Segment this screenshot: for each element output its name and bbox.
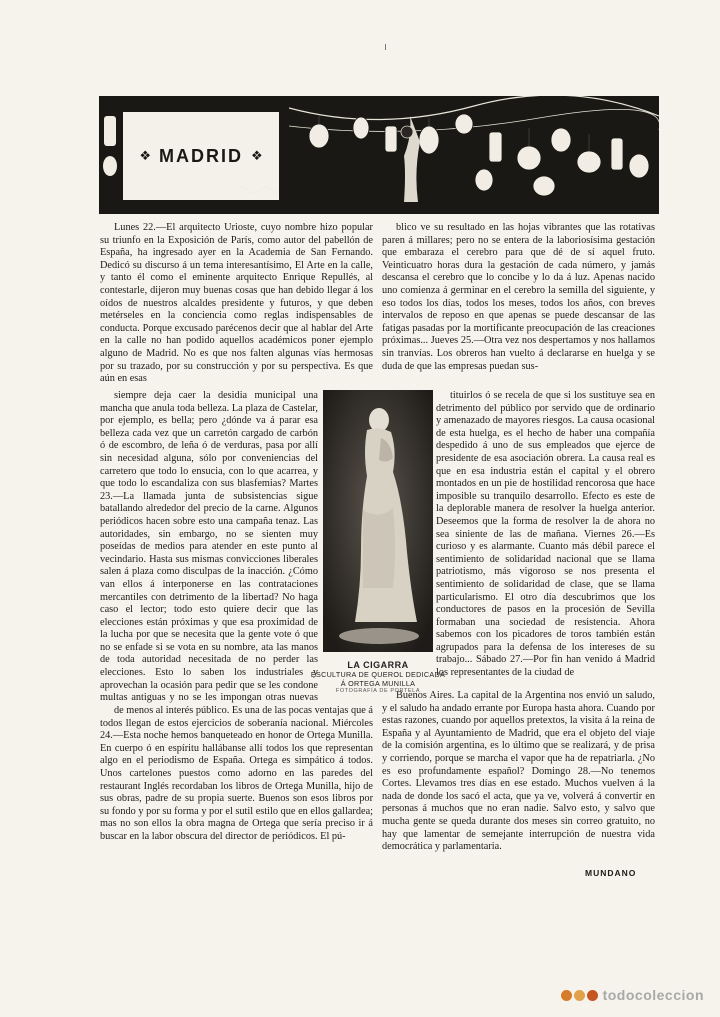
- text-column-right-top: [382, 222, 655, 390]
- sculpture-figure-image: [323, 390, 433, 652]
- caption-subtitle: ESCULTURA DE QUEROL DEDICADA Á ORTEGA MUNILLA: [310, 670, 446, 688]
- ornament-icon: ❖: [251, 148, 263, 163]
- left-lantern-icon: [99, 96, 123, 214]
- text-column-right-narrow: [436, 390, 655, 690]
- print-mark: [385, 44, 386, 50]
- swirl-ornament-icon: [234, 184, 280, 196]
- figure-caption: [310, 660, 446, 694]
- paragraph: de menos al interés público. Es una de las pocas ventajas que á todos llegan de estos ejercicios de soberanía nacional. Miércoles 24.—Esta noche hemos banqueteado en honor de Ortega Munilla. En cuerpo ó en espíritu hallábanse allí todos los que representan algo en el periodismo de España. Ortega es simpático á todos. Unos cartelones puestos como adorno en las paredes del restaurant Inglés recordaban los libros de Ortega Munilla, hijo de sus obras, padre de su propia suerte. Buenos son esos libros por su fondo y por su forma y por el sutil estilo que en ellos gallardea; mas no son ellos la obra magna de Ortega que sería preciso ir á buscar en la labor obscura del director de periódicos. El pú-: [100, 705, 373, 842]
- sculpture-photo: [323, 390, 433, 652]
- lanterns-illustration: [289, 96, 659, 214]
- paragraph: siempre deja caer la desidia municipal una mancha que anula toda belleza. La plaza de Castelar, por ejemplo, es bella; pero ¿dónde va á parar esa belleza cada vez que un carretón cargado de carbón ó de escombro, de leña ó de verduras, pasa por allí sin necesidad alguna, sólo por conveniencias del carretero que todo lo ensucia, con lo que acarrea, y que todo lo escandaliza con sus blasfemias? Martes 23.—La llamada junta de subsistencias sigue batallando alrededor del precio de la carne. Algunos periódicos hacen sobre esto una campaña tenaz. Las autoridades, sin embargo, no se sienten muy poseídas de medios para atender en este punto al vecindario. Hasta sus mismas convicciones liberales salen á plaza como disculpas de la inacción. ¿Cómo van ellos á interponerse en las contrataciones mercantiles con detrimento de la libertad? No haga caso el lector; todo esto quiere decir que las elecciones están próximas y que esa proximidad de la lucha por que se necesita que la gente vote ó que no se enfade si se vota en su nombre, ata las manos de toda autoridad necesitada de no perder las elecciones. Esto lo saben los industriales y aprovechan la ocasión para pedir que se les condone multas antiguas y no se les impongan otras nuevas: [100, 390, 318, 704]
- caption-credit: FOTOGRAFÍA DE PORTELA: [335, 688, 421, 694]
- text-column-left-bottom: [100, 705, 373, 880]
- watermark: [560, 987, 704, 1003]
- author-signature: MUNDANO: [585, 868, 637, 878]
- header-banner: [99, 96, 659, 214]
- section-title: MADRID: [159, 145, 243, 166]
- ornament-icon: ❖: [139, 148, 151, 163]
- paragraph: Lunes 22.—El arquitecto Urioste, cuyo nombre hizo popular su triunfo en la Exposición de París, como autor del pabellón de España, ha ingresado ayer en la Academia de San Fernando. Dedicó su discurso á un tema interesantísimo, El Arte en la calle, y tanto él como el eminente arquitecto Enrique Repullés, al contestarle, dijeron muy buenas cosas que han debido llegar á los oídos de nuestros alcaldes presidente y futuros, y que deben metérseles en la conciencia como reglas indispensables de conducta. Porque excusado parécenos decir que al hablar del Arte en la calle no han podido aquellos académicos poner ejemplo alguno de Madrid. No es que nos falten algunas vías hermosas por su trazado, por su construcción y por su perspectiva. Es que aún en esas: [100, 222, 373, 385]
- paragraph: Buenos Aires. La capital de la Argentina nos envió un saludo, y el saludo ha andado errante por Europa hasta ahora. Cuando por estas razones, cuando por aquellos pretextos, la visita á la reina de España y al Ayuntamiento de Madrid, que era el objeto del viaje de la comisión argentina, es lo último que se realizará, y de prisa y corriendo, porque se marcha el vapor que ha de repatriarla. ¿No es eso profundamente español? Domingo 28.—No tenemos Cortes. Llevamos tres días en ese estado. Muchos vuelven á la nada de donde los sacó el acta, que ya ve, volverá á convertir en personas á muchos que no eran nadie. Salvo esto, y salvo que mucha gente se queda durante dos meses sin correo gratuito, no hay que lamentar de semejante interrupción de nuestra vida democrática y parlamentaria.: [382, 690, 655, 853]
- watermark-logo-icon: [560, 990, 599, 1001]
- caption-title: LA CIGARRA: [347, 660, 409, 670]
- text-column-right-bottom: [382, 690, 655, 865]
- paragraph: tituirlos ó se recela de que si los sustituye sea en detrimento del público por servido que de ordinario y amenazado de mayores riesgos. La causa ocasional de esta huelga, es el hecho de haber una compañía despedido á uno de sus empleados que ejerce de presidente de esa asociación obrera. La causa real es que en esa industria están el capital y el obrero montados en un pie de hostilidad rencorosa que hace imposible su tranquilo desarrollo. Efecto es este de la deplorable manera de resolver la huelga anterior. Deseemos que la forma de resolver la de ahora no sea siniente de las de mañana. Viernes 26.—Es curioso y es alarmante. Cuanto más débil parece el sentimiento de solidaridad nacional que se llama patriotismo, más vigoroso se nos presenta el sentimiento de solidaridad de clase, que se llama particularismo. El otro día descubrimos que los conductores de pasos en la procesión de Sevilla formaban una sociedad de resistencia. Ahora sabemos con los picadores de toros también están agrupados para la defensa de los intereses de su trabajo... Sábado 27.—Por fin han venido á Madrid los representantes de la ciudad de: [436, 390, 655, 679]
- text-column-left-narrow: [100, 390, 318, 705]
- paragraph: blico ve su resultado en las hojas vibrantes que las rotativas paren á millares; pero no se entera de la laboriosísima gestación que embaraza el cerebro para que dé de sí aquel fruto. Veinticuatro horas dura la gestación de cada número, y jamás descansa el cerebro que lo concibe y lo da á luz. Apenas nacido uno comienza á germinar en el cerebro la semilla del siguiente, y eso todos los días, todos los meses, todos los años, con breves intervalos de reposo en que apenas se puede descansar de las fatigas pasadas por la mortificante preocupación de las creaciones próximas... Jueves 25.—Otra vez nos despertamos y nos hallamos sin tranvías. Los obreros han vuelto á declararse en huelga y se duda de que las empresas puedan sus-: [382, 222, 655, 372]
- text-column-left-top: [100, 222, 373, 390]
- watermark-text: todocoleccion: [602, 987, 704, 1003]
